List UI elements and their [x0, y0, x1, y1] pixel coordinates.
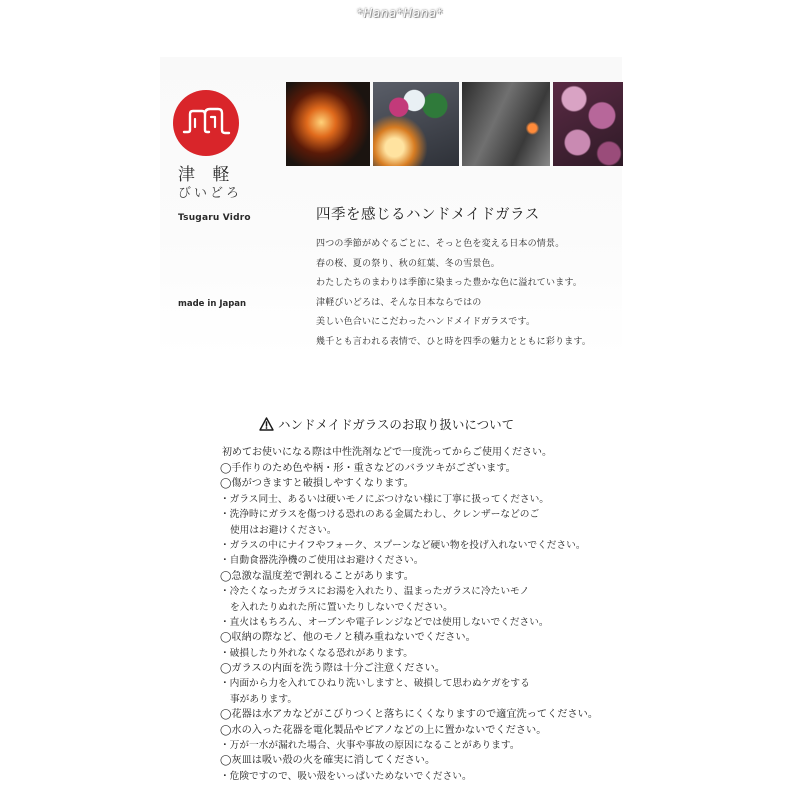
warning-icon: [259, 417, 274, 431]
brand-name-english: Tsugaru Vidro: [178, 213, 251, 223]
artisan-workshop-photo: [462, 82, 550, 166]
notice-bullet: ・破損したり外れなくなる恐れがあります。: [220, 647, 413, 659]
glass-beads-torch-photo: [373, 82, 459, 166]
notice-bullet: ・ガラスの中にナイフやフォーク、スプーンなど硬い物を投げ入れないでください。: [220, 539, 586, 551]
notice-bullet: ・危険ですので、吸い殻をいっぱいためないでください。: [220, 770, 472, 782]
intro-line: 津軽びいどろは、そんな日本ならではの: [316, 297, 482, 308]
notice-continuation: を入れたりぬれた所に置いたりしないでください。: [230, 601, 453, 613]
intro-line: 美しい色合いにこだわったハンドメイドガラスです。: [316, 317, 536, 327]
brand-name-kanji: 津 軽: [178, 165, 236, 185]
notice-intro: 初めてお使いになる際は中性洗剤などで一度洗ってからご使用ください。: [222, 447, 552, 458]
notice-list: [220, 461, 599, 784]
notice-title-text: ハンドメイドガラスのお取り扱いについて: [278, 417, 515, 432]
watermark: *Hana*Hana*: [356, 6, 444, 20]
notice-heading: ◯水の入った花器を電化製品やピアノなどの上に置かないでください。: [220, 724, 547, 736]
notice-heading: ◯花器は水アカなどがこびりつくと落ちにくくなりますので適宜洗ってください。: [220, 709, 599, 721]
notice-bullet: ・洗浄時にガラスを傷つける恐れのある金属たわし、クレンザーなどのご: [220, 509, 540, 521]
notice-bullet: ・ガラス同士、あるいは硬いモノにぶつけない様に丁寧に扱ってください。: [220, 493, 549, 505]
brand-name-kana: びいどろ: [178, 186, 243, 201]
intro-line: 春の桜、夏の祭り、秋の紅葉、冬の雪景色。: [316, 258, 501, 269]
notice-continuation: 事があります。: [230, 693, 298, 705]
notice-bullet: ・冷たくなったガラスにお湯を入れたり、温まったガラスに冷たいモノ: [220, 586, 530, 598]
notice-continuation: 使用はお避けください。: [230, 524, 337, 536]
notice-title: [259, 415, 514, 433]
notice-heading: ◯収納の際など、他のモノと積み重ねないでください。: [220, 632, 476, 644]
notice-bullet: ・内面から力を入れてひねり洗いしますと、破損して思わぬケガをする: [220, 678, 530, 690]
notice-heading: ◯急激な温度差で割れることがあります。: [220, 570, 414, 582]
intro-body: [316, 236, 616, 353]
notice-heading: ◯灰皿は吸い殻の火を確実に消してください。: [220, 755, 436, 767]
notice-heading: ◯手作りのため色や柄・形・重さなどのバラツキがございます。: [220, 463, 516, 474]
notice-bullet: ・直火はもちろん、オーブンや電子レンジなどでは使用しないでください。: [220, 616, 549, 628]
notice-bullet: ・自動食器洗浄機のご使用はお避けください。: [220, 555, 424, 567]
glassblowing-photo: [286, 82, 370, 166]
intro-line: わたしたちのまわりは季節に染まった豊かな色に溢れています。: [316, 278, 583, 288]
pink-glass-pieces-photo: [553, 82, 623, 166]
made-in-japan-label: made in Japan: [178, 299, 247, 309]
notice-heading: ◯ガラスの内面を洗う際は十分ご注意ください。: [220, 663, 446, 675]
notice-heading: ◯傷がつきますと破損しやすくなります。: [220, 478, 414, 490]
intro-line: 幾千とも言われる表情で、ひと時を四季の魅力とともに彩ります。: [316, 336, 592, 347]
intro-title: 四季を感じるハンドメイドガラス: [316, 207, 540, 223]
intro-line: 四つの季節がめぐるごとに、そっと色を変える日本の情景。: [316, 239, 565, 249]
notice-bullet: ・万が一水が漏れた場合、火事や事故の原因になることがあります。: [220, 740, 520, 752]
tsugaru-vidro-logo: [172, 89, 240, 157]
